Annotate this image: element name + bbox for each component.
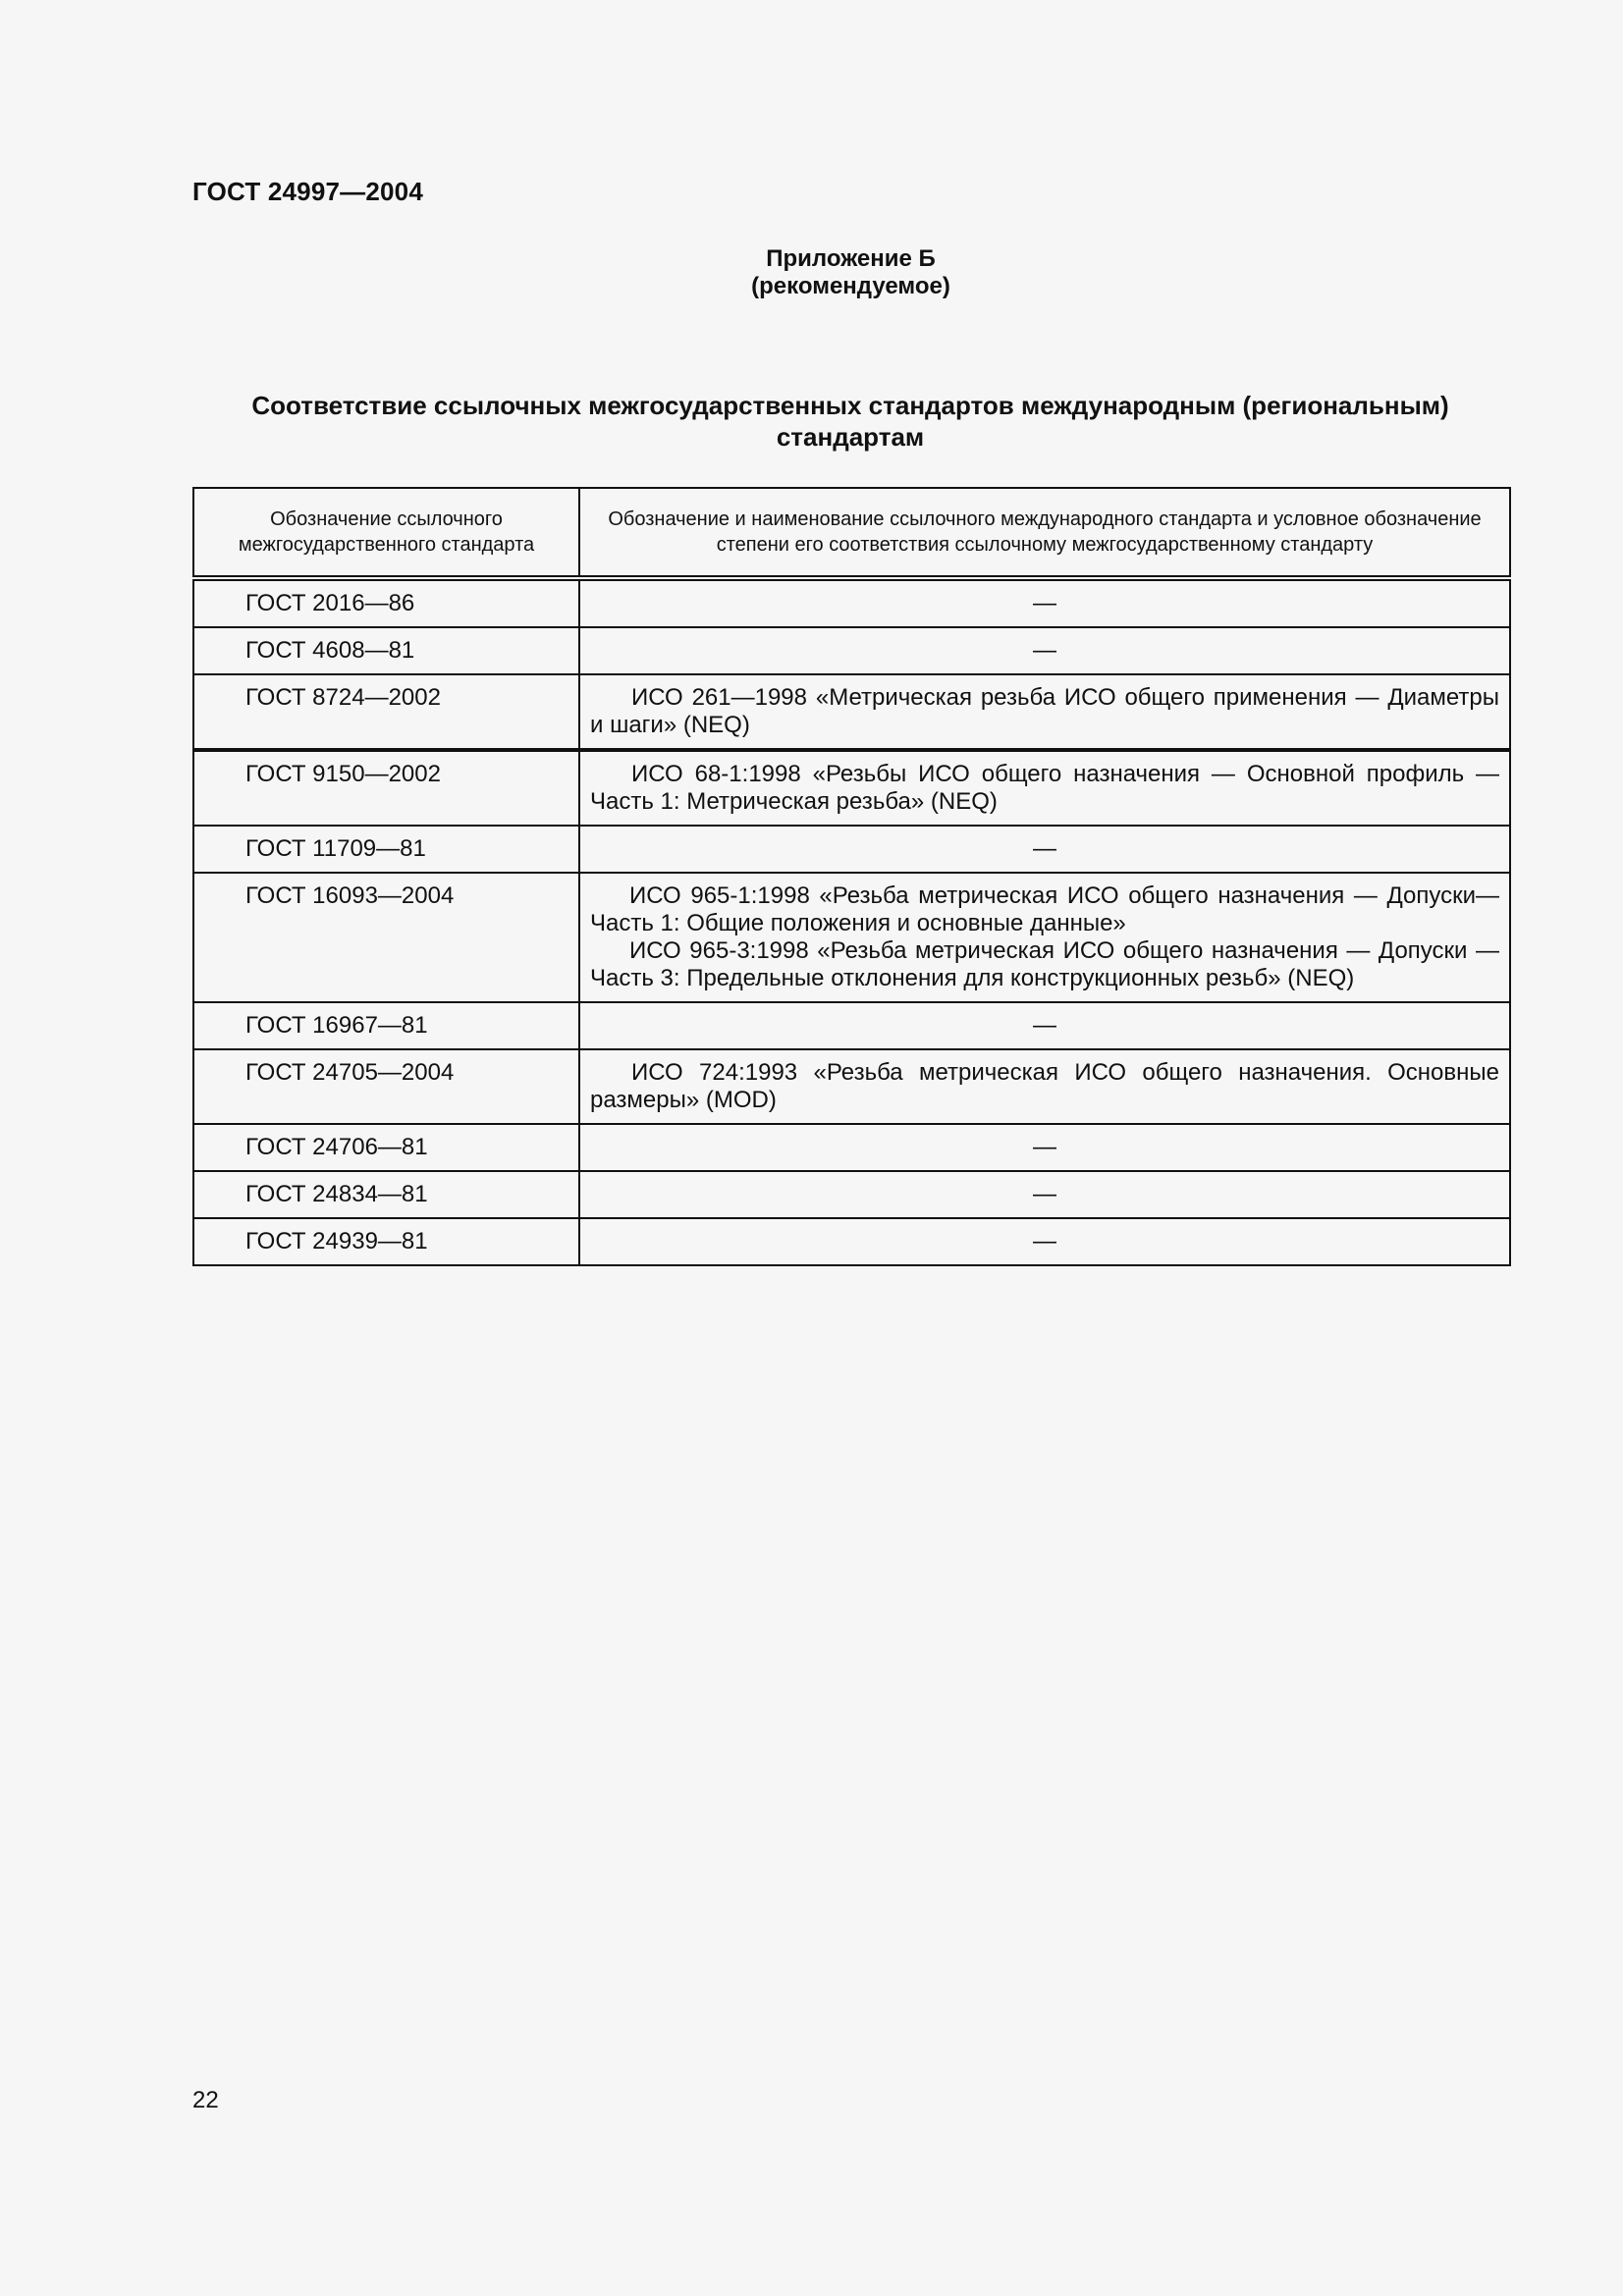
correspondence-text: ИСО 965-3:1998 «Резьба метрическая ИСО общего назначения — Допуски — Часть 3: Предельные отклонения для конструкционных резьб» (NEQ): [590, 937, 1499, 991]
standard-code-cell: ГОСТ 16967—81: [193, 1002, 579, 1049]
correspondence-table: [192, 487, 1511, 1266]
correspondence-text: ИСО 965-1:1998 «Резьба метрическая ИСО общего назначения — Допуски— Часть 1: Общие положения и основные данные»: [590, 882, 1499, 936]
standard-code-cell: ГОСТ 11709—81: [193, 826, 579, 873]
table-row: [193, 1218, 1510, 1265]
correspondence-cell: —: [579, 578, 1510, 627]
document-code: ГОСТ 24997—2004: [192, 177, 423, 206]
standard-code-cell: ГОСТ 4608—81: [193, 627, 579, 674]
correspondence-cell: —: [579, 826, 1510, 873]
table-row: [193, 578, 1510, 627]
correspondence-text: ИСО 68-1:1998 «Резьбы ИСО общего назначения — Основной профиль — Часть 1: Метрическая резьба» (NEQ): [590, 761, 1499, 815]
standard-code-cell: ГОСТ 8724—2002: [193, 674, 579, 750]
table-row: [193, 1171, 1510, 1218]
table-row: [193, 1049, 1510, 1124]
table-row: [193, 826, 1510, 873]
page-number: 22: [192, 2087, 219, 2113]
appendix-subtitle: (рекомендуемое): [751, 273, 950, 299]
standard-code-cell: ГОСТ 24834—81: [193, 1171, 579, 1218]
standard-code-cell: ГОСТ 2016—86: [193, 578, 579, 627]
standard-code-cell: ГОСТ 9150—2002: [193, 750, 579, 826]
column-header-interstate-standard: Обозначение ссылочного межгосударственного стандарта: [193, 488, 579, 578]
standard-code-cell: ГОСТ 16093—2004: [193, 873, 579, 1002]
correspondence-cell: [579, 750, 1510, 826]
table-row: [193, 627, 1510, 674]
correspondence-text: ИСО 724:1993 «Резьба метрическая ИСО общего назначения. Основные размеры» (MOD): [590, 1059, 1499, 1113]
table-row: [193, 873, 1510, 1002]
appendix-block: [0, 245, 1623, 300]
correspondence-cell: [579, 674, 1510, 750]
correspondence-cell: —: [579, 1171, 1510, 1218]
standard-code-cell: ГОСТ 24706—81: [193, 1124, 579, 1171]
table-row: [193, 750, 1510, 826]
correspondence-cell: —: [579, 1002, 1510, 1049]
correspondence-text: ИСО 261—1998 «Метрическая резьба ИСО общего применения — Диаметры и шаги» (NEQ): [590, 684, 1499, 738]
correspondence-cell: [579, 873, 1510, 1002]
column-header-international-standard: Обозначение и наименование ссылочного международного стандарта и условное обозначение степени его соответствия ссылочному межгосударственному стандарту: [579, 488, 1510, 578]
appendix-title: Приложение Б: [766, 245, 936, 272]
table-row: [193, 1124, 1510, 1171]
correspondence-cell: —: [579, 1124, 1510, 1171]
correspondence-cell: [579, 1049, 1510, 1124]
standard-code-cell: ГОСТ 24705—2004: [193, 1049, 579, 1124]
table-row: [193, 1002, 1510, 1049]
correspondence-cell: —: [579, 1218, 1510, 1265]
table-row: [193, 674, 1510, 750]
section-heading: Соответствие ссылочных межгосударственных стандартов международным (региональным) стандартам: [251, 391, 1449, 452]
correspondence-cell: —: [579, 627, 1510, 674]
standard-code-cell: ГОСТ 24939—81: [193, 1218, 579, 1265]
table-header-row: [193, 488, 1510, 578]
